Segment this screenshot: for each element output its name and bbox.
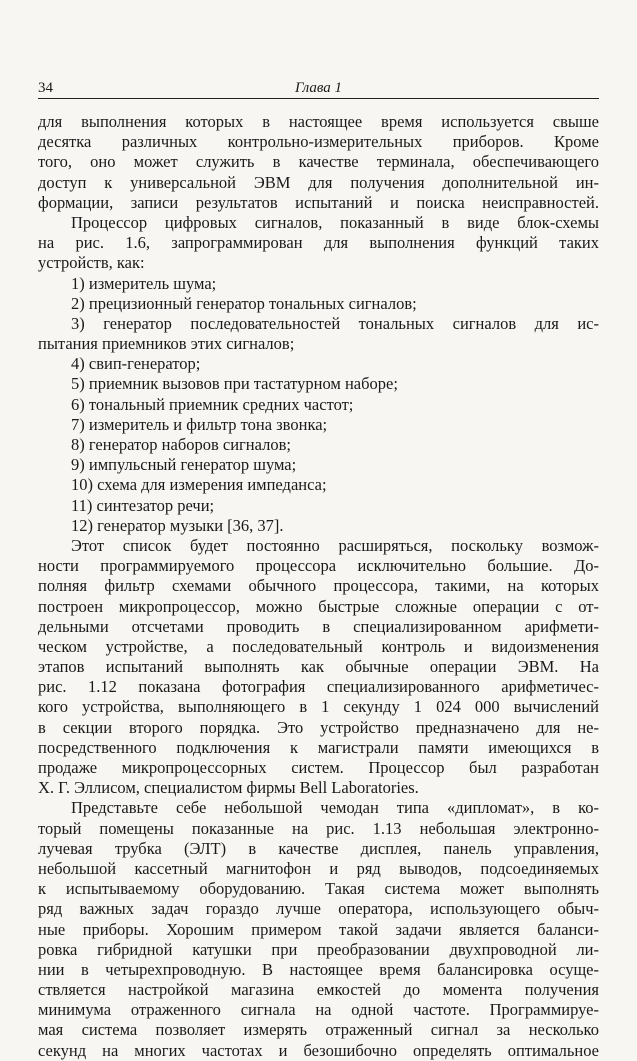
text-line: этапов испытаний выполнять как обычные операции ЭВМ. На — [38, 657, 599, 677]
text-line: мая система позволяет измерять отраженный сигнал за несколько — [38, 1020, 599, 1040]
text-line: Х. Г. Эллисом, специалистом фирмы Bell Laboratories. — [38, 778, 419, 798]
text-line: ствляется настройкой магазина емкостей до момента получения — [38, 980, 599, 1000]
text-line: нии в четырехпроводную. В настоящее время балансировка осуще- — [38, 959, 599, 979]
text-line: минимума отраженного сигнала на одной частоте. Программируе- — [38, 1000, 599, 1020]
list-item: 11) синтезатор речи; — [71, 495, 215, 515]
list-item: 7) измеритель и фильтр тона звонка; — [71, 414, 328, 434]
text-line: на рис. 1.6, запрограммирован для выполнения функций таких — [38, 233, 599, 253]
text-line: устройств, как: — [38, 253, 145, 273]
text-line: ряд важных задач гораздо лучше оператора, использующего обыч- — [38, 899, 599, 919]
text-line: формации, записи результатов испытаний и поиска неисправностей. — [38, 192, 599, 212]
text-line: ные приборы. Хорошим примером такой задачи является баланси- — [38, 919, 599, 939]
list-item: 5) приемник вызовов при тастатурном наборе; — [71, 374, 398, 394]
list-item: 4) свип-генератор; — [71, 354, 201, 374]
list-item: 2) прецизионный генератор тональных сигналов; — [71, 293, 417, 313]
text-line: рис. 1.12 показана фотография специализированного арифметичес- — [38, 677, 599, 697]
text-line: посредственного подключения к магистрали памяти имеющихся в — [38, 737, 599, 757]
text-line: Процессор цифровых сигналов, показанный в виде блок-схемы — [71, 212, 599, 232]
page-number: 34 — [38, 80, 53, 96]
text-line: лучевая трубка (ЭЛТ) в качестве дисплея, панель управления, — [38, 838, 599, 858]
text-line: Этот список будет постоянно расширяться, поскольку возмож- — [71, 535, 599, 555]
header-rule — [38, 98, 599, 99]
text-line: продаже микропроцессорных систем. Процессор был разработан — [38, 758, 599, 777]
text-line: небольшой кассетный магнитофон и ряд выводов, подсоединяемых — [38, 858, 599, 878]
text-line: секунд на многих частотах и безошибочно определять оптимальное — [38, 1040, 599, 1060]
chapter-title: Глава 1 — [294, 80, 343, 96]
list-item: 1) измеритель шума; — [71, 273, 217, 293]
text-line: кого устройства, выполняющего в 1 секунду 1 024 000 вычислений — [38, 697, 599, 717]
text-line: к испытываемому оборудованию. Такая система может выполнять — [38, 879, 599, 899]
text-line: ческом устройстве, а последовательный контроль и видоизменения — [38, 636, 599, 656]
list-item: 6) тональный приемник средних частот; — [71, 394, 354, 414]
text-line: Представьте себе небольшой чемодан типа «дипломат», в ко- — [71, 798, 599, 818]
text-line: десятка различных контрольно-измерительных приборов. Кроме — [38, 132, 599, 152]
page-body — [38, 112, 599, 1061]
text-line: построен микропроцессор, можно быстрые сложные операции с от- — [38, 596, 599, 616]
text-line: торый помещены показанные на рис. 1.13 небольшая электронно- — [38, 818, 599, 838]
running-header — [38, 80, 599, 96]
text-line: доступ к универсальной ЭВМ для получения дополнительной ин- — [38, 172, 599, 192]
list-item: 9) импульсный генератор шума; — [71, 455, 297, 475]
list-item: 12) генератор музыки [36, 37]. — [71, 515, 284, 535]
text-line: ровка гибридной катушки при преобразовании двухпроводной ли- — [38, 939, 599, 959]
list-item: 8) генератор наборов сигналов; — [71, 435, 291, 454]
text-line: для выполнения которых в настоящее время используется свыше — [38, 112, 599, 131]
list-item: 3) генератор последовательностей тональных сигналов для ис- — [71, 313, 599, 333]
text-line: в секции второго порядка. Это устройство предназначено для не- — [38, 717, 599, 737]
text-line: полняя фильтр схемами обычного процессора, такими, на которых — [38, 576, 599, 596]
list-item: 10) схема для измерения импеданса; — [71, 475, 327, 495]
text-line: дельными отсчетами проводить в специализированном арифмети- — [38, 616, 599, 636]
list-item: пытания приемников этих сигналов; — [38, 334, 295, 354]
text-line: ности программируемого процессора исключительно большие. До- — [38, 556, 599, 576]
text-line: того, оно может служить в качестве терминала, обеспечивающего — [38, 152, 599, 172]
